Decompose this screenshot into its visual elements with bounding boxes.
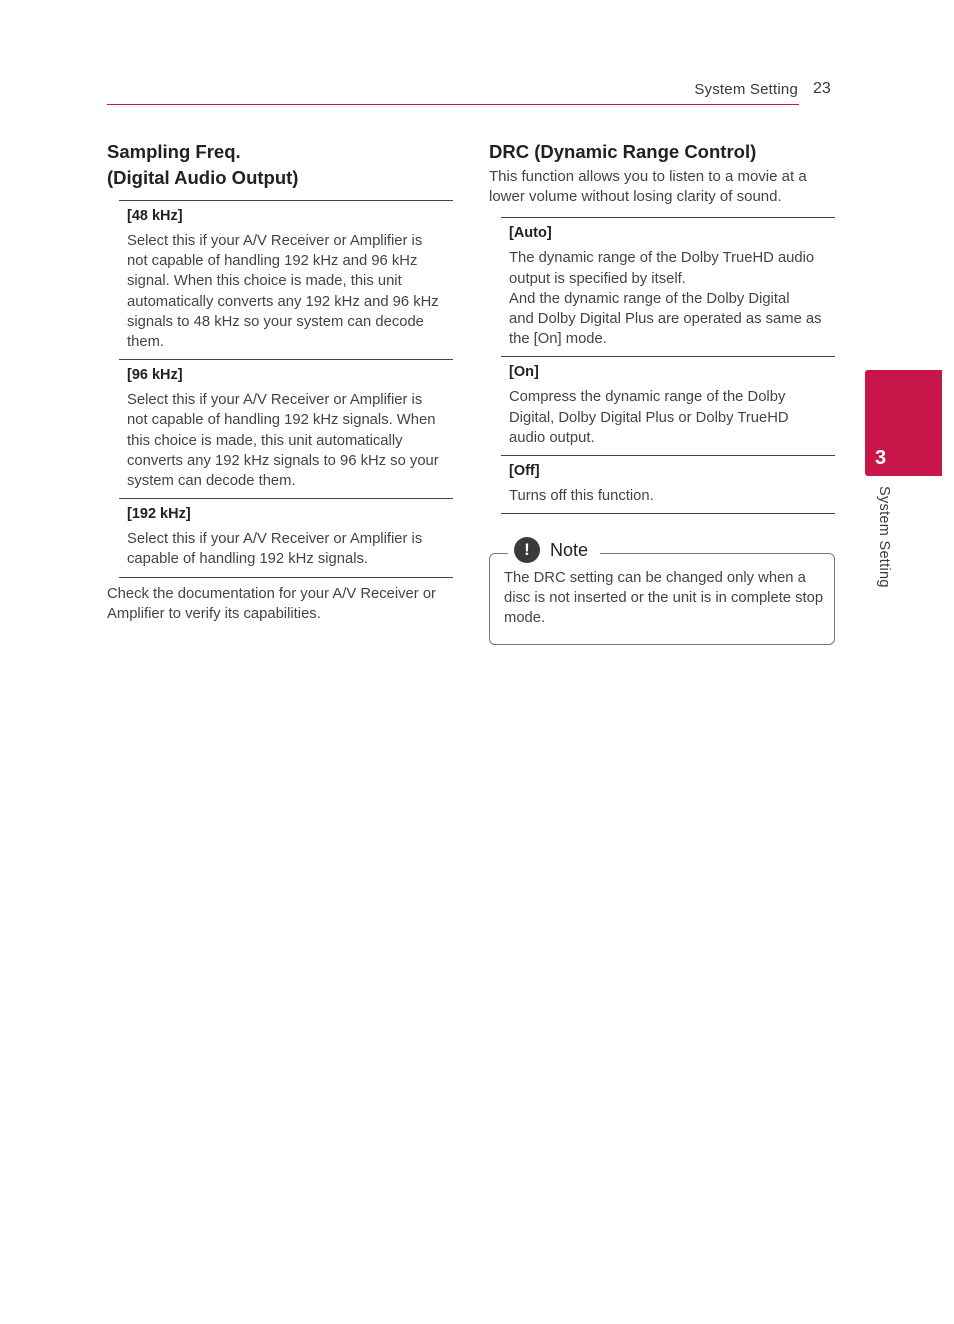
note-header (508, 537, 600, 563)
sampling-options-list (119, 200, 453, 578)
option-description: Turns off this function. (509, 488, 654, 505)
option-label: [Off] (509, 463, 540, 480)
option-description: The dynamic range of the Dolby TrueHD audio output is specified by itself. And the dynamic range of the Dolby Digital and Dolby Digital Plus are operated as same as the [On] mode. (509, 250, 822, 348)
note-text: The DRC setting can be changed only when a disc is not inserted or the unit is in complete stop mode. (504, 570, 824, 627)
option-auto (501, 218, 835, 357)
running-header-title: System Setting (694, 81, 798, 98)
option-description: Select this if your A/V Receiver or Amplifier is not capable of handling 192 kHz signals. When this choice is made, this unit automatically converts any 192 kHz signals to 96 kHz so your system can decode them. (127, 392, 439, 490)
section-title-drc: DRC (Dynamic Range Control) (489, 141, 757, 162)
chapter-tab (865, 370, 942, 476)
option-off (501, 456, 835, 514)
option-label: [On] (509, 364, 539, 381)
option-48khz (119, 201, 453, 360)
drc-intro: This function allows you to listen to a movie at a lower volume without losing clarity of sound. (489, 168, 807, 206)
option-description: Select this if your A/V Receiver or Amplifier is not capable of handling 192 kHz and 96 kHz signal. When this choice is made, this unit automatically converts any 192 kHz and 96 kHz signals to 48 kHz so your system can decode them. (127, 233, 439, 351)
option-label: [Auto] (509, 225, 552, 242)
option-label: [96 kHz] (127, 367, 183, 384)
chapter-label: System Setting (876, 486, 892, 588)
option-label: [192 kHz] (127, 506, 191, 523)
drc-section (489, 139, 835, 514)
note-box (489, 539, 835, 645)
sampling-freq-section (107, 139, 453, 624)
exclamation-icon: ! (514, 537, 540, 563)
option-96khz (119, 360, 453, 499)
option-description: Compress the dynamic range of the Dolby Digital, Dolby Digital Plus or Dolby TrueHD audio output. (509, 389, 789, 446)
header-rule (107, 104, 799, 105)
page-number: 23 (813, 80, 831, 97)
option-on (501, 357, 835, 456)
option-description: Select this if your A/V Receiver or Amplifier is capable of handling 192 kHz signals. (127, 531, 423, 568)
documentation-note: Check the documentation for your A/V Receiver or Amplifier to verify its capabilities. (107, 585, 436, 622)
drc-options-list (501, 217, 835, 514)
chapter-number: 3 (875, 447, 887, 469)
option-192khz (119, 499, 453, 577)
option-label: [48 kHz] (127, 208, 183, 224)
note-title: Note (550, 539, 589, 560)
section-title-sampling-freq: Sampling Freq. (Digital Audio Output) (107, 141, 299, 188)
